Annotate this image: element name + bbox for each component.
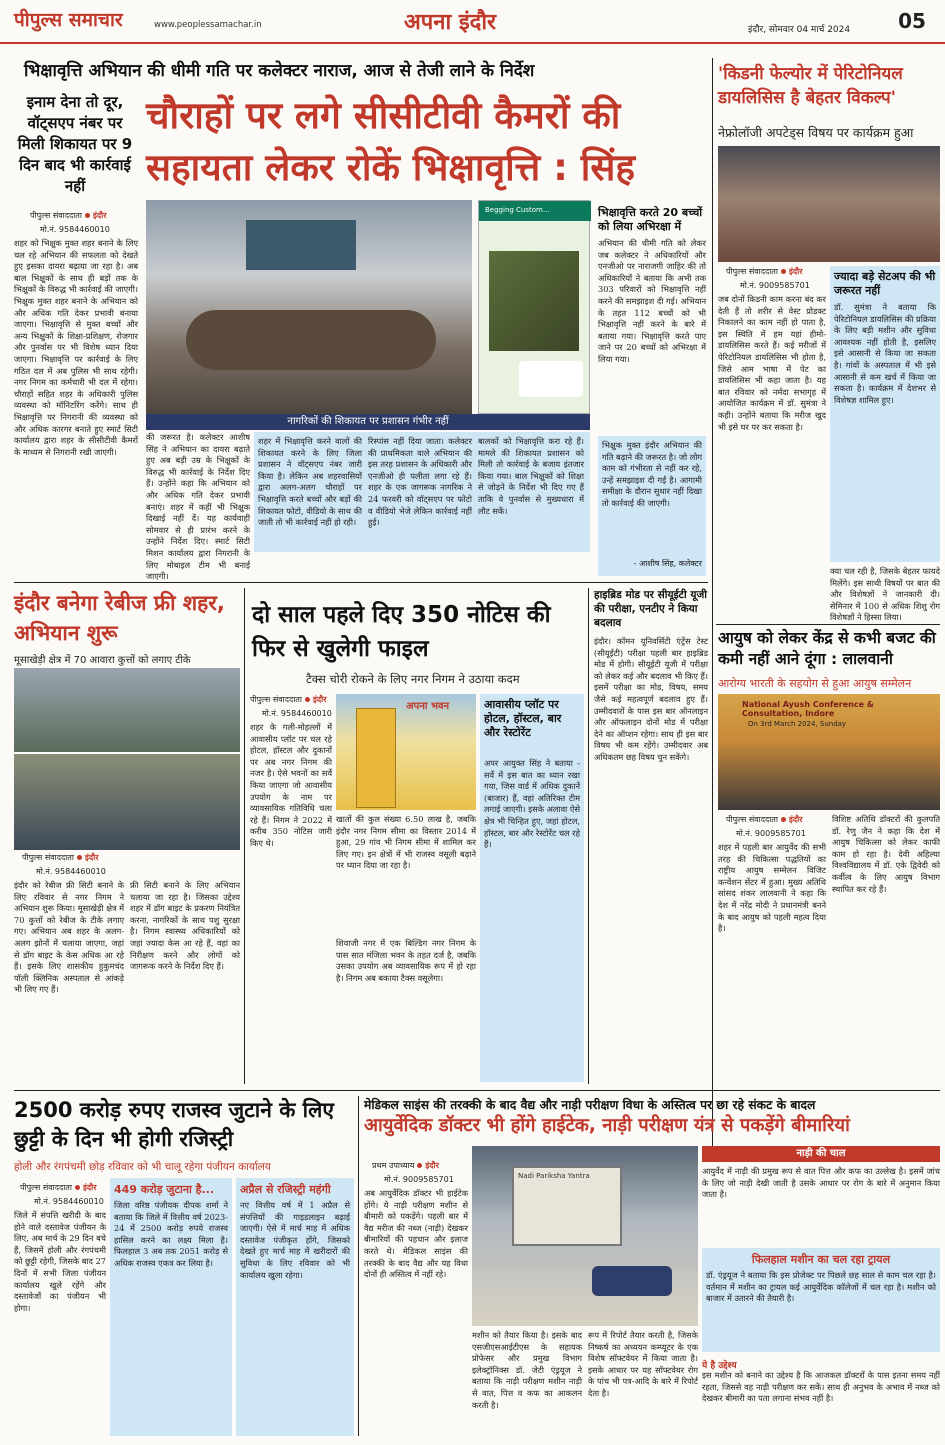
- byline-name: पीपुल्स संवाददाता: [30, 211, 82, 220]
- rule-mid-bottom: [14, 1090, 940, 1091]
- masthead: [0, 0, 945, 44]
- ayurveda-mobile: मो.नं. 9009585701: [384, 1175, 454, 1184]
- rabies-byline: [22, 852, 98, 863]
- rabies-mobile: मो.नं. 9584460010: [36, 867, 106, 876]
- notices-mobile: मो.नं. 9584460010: [262, 709, 332, 718]
- kidney-photo: [718, 146, 940, 262]
- lead-byline: [30, 210, 140, 221]
- phone-screenshot: [478, 200, 590, 414]
- ayush-banner-text: National Ayush Conference & Consultation, Indore: [742, 700, 874, 718]
- lead-quote-text: भिक्षुक मुक्त इंदौर अभियान की गति बढ़ाने की जरूरत है। जो लोग काम को गंभीरता से नहीं कर रहे, उन्हें समझाइश दी गई है। आगामी समीक्षा के दौरान सुधार नहीं दिखा तो कार्रवाई की जाएगी।: [602, 440, 702, 508]
- notices-headline: दो साल पहले दिए 350 नोटिस की फिर से खुलेगी फाइल: [252, 602, 551, 662]
- ayush-text2: विशिष्ट अतिथि डॉक्टरों की कुलपति डॉ. रेणु जैन ने कहा कि देश में आयुष चिकित्सा को लेकर काफी काम हो रहा है। देवी अहिल्या विश्वविद्यालय में डॉ. एके द्विवेदी को कर्वीत्व के लिए आयुष विभाग स्थापित कर रहे हैं।: [832, 814, 940, 894]
- byline-name: पीपुल्स संवाददाता: [20, 1183, 72, 1192]
- notices-box-head: आवासीय प्लॉट पर होटल, हॉस्टल, बार और रेस्टोरेंट: [484, 698, 562, 739]
- rule-lead-bottom: [14, 582, 708, 583]
- byline-city: इंदौर: [82, 1183, 97, 1192]
- rule-registry: [358, 1096, 359, 1436]
- byline-city: इंदौर: [788, 815, 803, 824]
- lead-meeting-photo: [146, 200, 472, 414]
- ayurveda-purpose-head: ये है उद्देश्य: [702, 1361, 737, 1371]
- notices-subhead: टैक्स चोरी रोकने के लिए नगर निगम ने उठाया कदम: [306, 672, 520, 686]
- registry-headline: 2500 करोड़ रुपए राजस्व जुटाने के लिए छुट्टी के दिन भी होगी रजिस्ट्री: [14, 1098, 334, 1151]
- registry-box2: [236, 1178, 354, 1436]
- notices-text: शहर के गली-मोहल्लों में आवासीय प्लॉट पर चल रहे होटल, हॉस्टल और दुकानों पर अब नगर निगम की नजर है। ऐसे भवनों का सर्वे किया जाएगा जो आवासीय उपयोग के नाम पर व्यावसायिक गतिविधि चला रहे हैं। निगम ने 2022 में करीब 350 नोटिस जारी किए थे।: [250, 722, 332, 848]
- meeting-screen: [246, 220, 356, 270]
- ayurveda-box-text: डॉ. एंड्रयूज ने बताया कि इस प्रोजेक्ट पर पिछले छह साल से काम चल रहा है। वर्तमान में मशीन का ट्रायल कई आयुर्वेदिक कॉलेजों में चल रहा है। मशीन को बाजार में उतारने की तैयारी है।: [706, 1270, 936, 1304]
- registry-mobile: मो.नं. 9584460010: [34, 1197, 104, 1206]
- ayush-byline: [726, 814, 802, 825]
- registry-subhead: होली और रंगपंचमी छोड़ रविवार को भी चालू रहेगा पंजीयन कार्यालय: [14, 1161, 271, 1173]
- lead-quote: [598, 436, 706, 576]
- notices-box-text: अपर आयुक्त सिंह ने बताया - सर्वे में इस बात का ध्यान रखा गया, जिस वार्ड में अधिक दुकानें (बाजार) हैं, वहां अतिरिक्त टीम लगाई जाएगी। इसके अलावा ऐसे क्षेत्र भी चिन्हित हुए, जहां होटल, हॉस्टल, बार और रेस्टोरेंट चल रहे हैं।: [484, 758, 580, 850]
- byline-name: पीपुल्स संवाददाता: [726, 815, 778, 824]
- lead-mobile: मो.नं. 9584460010: [40, 225, 110, 234]
- kidney-box-head: ज्यादा बड़े सेटअप की भी जरूरत नहीं: [834, 270, 936, 297]
- lead-kicker: भिक्षावृत्ति अभियान की धीमी गति पर कलेक्टर नाराज, आज से तेजी लाने के निर्देश: [24, 61, 535, 81]
- kidney-box: [830, 266, 940, 562]
- notices-photo: [336, 694, 476, 810]
- lead-inset: [254, 432, 590, 552]
- byline-name: पीपुल्स संवाददाता: [726, 267, 778, 276]
- cuet-headline: हाइब्रिड मोड पर सीयूईटी यूजी की परीक्षा, एनटीए ने किया बदलाव: [594, 589, 707, 629]
- lead-col3: शहर में भिक्षावृत्ति करने वालों की शिकायत करने के लिए जिला प्रशासन ने वॉट्सएप नंबर जारी किया है। लेकिन अब शहरवासियों द्वारा अलग-अलग चौराहों पर भिक्षावृत्ति करते बच्चों और बड़ों की शिकायत फोटो, वीडियो के साथ की जाती तो भी कार्रवाई नहीं हो रही।: [258, 436, 362, 528]
- ayurveda-headline: आयुर्वेदिक डॉक्टर भी होंगे हाईटेक, नाड़ी परीक्षण यंत्र से पकड़ेंगे बीमारियां: [364, 1115, 850, 1136]
- registry-box2-head: अप्रैल से रजिस्ट्री महंगी: [240, 1183, 331, 1196]
- ayurveda-tag: नाड़ी की चाल: [702, 1146, 940, 1162]
- registry-byline: [20, 1182, 96, 1193]
- rabies-photo-bottom: [14, 754, 240, 850]
- registry-box1: [110, 1178, 232, 1436]
- masthead-logo: पीपुल्स समाचार: [14, 9, 123, 31]
- rabies-headline: इंदौर बनेगा रेबीज फ्री शहर, अभियान शुरू: [14, 591, 225, 645]
- byline-city: इंदौर: [84, 853, 99, 862]
- lead-side-head: इनाम देना तो दूर, वॉट्सएप नंबर पर मिली शिकायत पर 9 दिन बाद भी कार्रवाई नहीं: [17, 93, 133, 195]
- rule-ayush-top: [716, 624, 940, 625]
- ayush-headline: आयुष को लेकर केंद्र से कभी बजट की कमी नहीं आने दूंगा : लालवानी: [718, 629, 936, 668]
- lead-col4: रिस्पांस नहीं दिया जाता। कलेक्टर की प्राथमिकता वाले अभियान की इस तरह प्रशासन के अधिकारी और एनजीओ ही पलीता लगा रहे हैं। शहर के एक जागरूक नागरिक ने 24 फरवरी को वॉट्सएप पर फोटो व वीडियो भेजे लेकिन कार्रवाई नहीं हुई।: [368, 436, 472, 528]
- notices-byline: [250, 694, 326, 705]
- ayurveda-box-head: फिलहाल मशीन का चल रहा ट्रायल: [751, 1253, 891, 1266]
- kidney-text: जब दोनों किडनी काम करना बंद कर देती हैं तो शरीर से वेस्ट प्रोडक्ट निकालने का काम नहीं हो पाता है, इस स्थिति में हम यहां हीमो-डायलिसिस करते हैं। कई मरीजों में पेरिटोनियल डायलिसिस भी होता है, जिसे आम भाषा में पेट का डायलिसिस भी कहा जाता है। यह बात रविवार को नर्मदा सभागृह में आयोजित कार्यक्रम में डॉ. सुमंत्रा ने कही। उन्होंने बताया कि मरीज खुद भी इसे घर पर कर सकता है।: [718, 294, 826, 432]
- rule-notices: [588, 588, 589, 1084]
- wrist-cuff: [592, 1266, 672, 1296]
- byline-name: प्रथम उपाध्याय: [372, 1161, 415, 1170]
- lead-col2: की जरूरत है। कलेक्टर आशीष सिंह ने अभियान का दायरा बढ़ाते हुए अब बड़ी उम्र के भिक्षुकों के विरुद्ध भी कार्रवाई के निर्देश दिए हैं। उन्होंने कहा कि अभियान को और अधिक गति देकर प्रभावी बनाएं। शहर में कहीं भी भिक्षुक दिखाई नहीं दें। यह कार्यवाही सोमवार से ही प्रारंभ करने के उन्होंने निर्देश दिए। स्मार्ट सिटी मिशन कार्यालय द्वारा निगरानी के लिए मोबाइल टीम भी बनाई जाएगी।: [146, 432, 250, 582]
- ayush-subhead: आरोग्य भारती के सहयोग से हुआ आयुष सम्मेलन: [718, 677, 912, 690]
- lead-headline: चौराहों पर लगे सीसीटीवी कैमरों की सहायता लेकर रोकें भिक्षावृत्ति : सिंह: [146, 94, 636, 189]
- notices-text2: खातों की कुल संख्या 6.50 लाख है, जबकि इंदौर नगर निगम सीमा का विस्तार 2014 में हुआ, 29 गांव भी निगम सीमा में शामिल कर लिए गए। इन क्षेत्रों में भी राजस्व वसूली बढ़ाने पर ध्यान दिया जा रहा है।: [336, 814, 476, 871]
- ayush-banner-date: On 3rd March 2024, Sunday: [748, 720, 847, 728]
- kidney-mobile: मो.नं. 9009585701: [740, 281, 810, 290]
- chat-header: Begging Custom...: [479, 201, 591, 221]
- ayurveda-purpose: [702, 1358, 940, 1436]
- ayurveda-text: अब आयुर्वेदिक डॉक्टर भी हाईटेक होंगे। ये नाड़ी परीक्षण मशीन से बीमारी को पकड़ेंगे। पहली बार में वैद्य मरीज की नब्ज (नाड़ी) देखकर बीमारियों की पहचान और इलाज करते थे। मेडिकल साइंस की तरक्की के बाद वैद्य और यह विधा दोनों ही अस्तित्व में नहीं रहे।: [364, 1188, 468, 1280]
- ayurveda-photo: [472, 1146, 698, 1326]
- building-sign: अपना भवन: [406, 701, 450, 712]
- ayurveda-box: [702, 1248, 940, 1352]
- ayurveda-col-right: आयुर्वेद में नाड़ी की प्रमुख रूप से वात पित्त और कफ का उल्लेख है। इसमें जांच के लिए जो नाड़ी देखी जाती है उसके आधार पर रोग के बारे में अनुमान किया जाता है।: [702, 1166, 940, 1200]
- ayurveda-byline: [372, 1160, 439, 1171]
- byline-name: पीपुल्स संवाददाता: [250, 695, 302, 704]
- masthead-url: www.peoplessamachar.in: [154, 20, 262, 30]
- rabies-photo-top: [14, 668, 240, 752]
- kidney-tail: क्या चल रही है, जिसके बेहतर फायदे मिलेंगे। इस साथी विषयों पर बात की और विशेषज्ञों ने जानकारी दी। सेमिनार में 100 से अधिक शिशु रोग विशेषज्ञों ने हिस्सा लिया।: [830, 566, 940, 623]
- dateline: इंदौर, सोमवार 04 मार्च 2024: [748, 25, 851, 35]
- byline-city: इंदौर: [92, 211, 107, 220]
- ayurveda-text3: रूप में रिपोर्ट तैयार करती है, जिसके निष्कर्ष का अध्ययन कम्प्यूटर के एक विशेष सॉफ्टवेयर में किया जाता है। इसके आधार पर यह सॉफ्टवेयर रोग के पांच भी पत्र-आदि के बारे में रिपोर्ट देता है।: [588, 1330, 698, 1398]
- page-number: 05: [898, 9, 926, 33]
- byline-city: इंदौर: [312, 695, 327, 704]
- rabies-subhead: मूसाखेड़ी क्षेत्र में 70 आवारा कुत्तों को लगाए टीके: [14, 655, 191, 666]
- building-tower: [356, 708, 396, 808]
- ayurveda-purpose-text: इस मशीन को बनाने का उद्देश्य है कि आजकल डॉक्टरों के पास इतना समय नहीं रहता, जिससे वह नाड़ी परीक्षण कर सकें। साथ ही अनुभव के अभाव में नब्ज को देखकर बीमारी का पता लगाना संभव नहीं है।: [702, 1370, 940, 1404]
- ayurveda-kicker: मेडिकल साइंस की तरक्की के बाद वैद्य और नाड़ी परीक्षण विधा के अस्तित्व पर छा रहे संकट के बादल: [364, 1098, 816, 1112]
- registry-box1-text: जिला वरिष्ठ पंजीयक दीपक शर्मा ने बताया कि जिले में वित्तीय वर्ष 2023-24 में 2500 करोड़ रुपये राजस्व हासिल करने का लक्ष्य मिला है। फिलहाल 3 अब तक 2051 करोड़ से अधिक राजस्व एकत्र कर लिया है।: [114, 1200, 228, 1268]
- kidney-headline: 'किडनी फेल्योर में पेरिटोनियल डायलिसिस है बेहतर विकल्प': [718, 64, 903, 108]
- chat-bubble: [519, 361, 583, 397]
- registry-box2-text: नए वित्तीय वर्ष में 1 अप्रैल से संपत्तियों की गाइडलाइन बढ़ाई जाएगी। ऐसे में मार्च माह में अधिक दस्तावेज पंजीकृत होंगे, जिसको देखते हुए मार्च माह में खरीदारों की सुविधा के लिए रविवार को भी कार्यालय खुला रहेगा।: [240, 1200, 350, 1280]
- registry-box1-head: 449 करोड़ जुटाना है...: [114, 1183, 215, 1196]
- notices-box: [480, 694, 584, 1082]
- chat-image: [489, 251, 579, 351]
- kidney-byline: [726, 266, 802, 277]
- ayush-text: शहर में पहली बार आयुर्वेद की सभी तरह की चिकित्सा पद्धतियों का राष्ट्रीय आयुष सम्मेलन विजिट कन्वेंशन सेंटर में हुआ। मुख्य अतिथि सांसद शंकर लालवानी ने कहा कि देश में नरेंद्र मोदी ने प्रधानमंत्री बनने के बाद आयुष को पहली महत्व दिया है।: [718, 842, 826, 934]
- ayush-photo: [718, 694, 940, 810]
- lead-col1: शहर को भिक्षुक मुक्त शहर बनाने के लिए चल रहे अभियान की सफलता को देखते हुए इसका दायरा बढ़ाया जा रहा है। अब बाल भिक्षुकों के साथ ही बड़ों तक के भिक्षुकों के विरुद्ध भी कार्रवाई की जाएगी। भिक्षुक मुक्त शहर बनाने के अभियान को और अधिक गति देकर प्रभावी बनाया जाएगा। भिक्षावृत्ति से मुक्त बच्चों और अन्य भिक्षुकों के शिक्षा-प्रशिक्षण, रोजगार और पुनर्वास पर भी विशेष ध्यान दिया जाएगा। भिक्षावृत्ति पर कार्रवाई के लिए गठित दल में अब पुलिस भी साथ रहेगी। नगर निगम का कर्मचारी भी दल में रहेगा। चौराहों सहित शहर के अधिकारी पुलिस व्यवस्था को मॉनिटरिंग करेंगे। साथ ही भिक्षावृत्ति पर निगरानी की व्यवस्था को और अधिक कारगर बनाते हुए स्मार्ट सिटी कार्यालय द्वारा शहर के सीसीटीवी कैमरों के माध्यम से निगरानी रखी जाएगी।: [14, 238, 138, 457]
- rabies-text2: फ्री सिटी बनाने के लिए अभियान चलाया जा रहा है। जिसका उद्देश्य शहर में डॉग बाइट के प्रकरण नियंत्रित करना, नागरिकों के साथ पशु सुरक्षा है। निगम स्वास्थ्य अधिकारियों को जहां ज्यादा केस आ रहे हैं, वहां का निरीक्षण करने और लोगों को जागरूक करने के निर्देश दिए हैं।: [130, 880, 240, 972]
- meeting-table: [186, 310, 436, 370]
- byline-city: इंदौर: [788, 267, 803, 276]
- byline-name: पीपुल्स संवाददाता: [22, 853, 74, 862]
- lead-box-head: भिक्षावृत्ति करते 20 बच्चों को लिया अभिरक्षा में: [598, 206, 703, 233]
- nadi-machine-label: Nadi Pariksha Yantra: [518, 1172, 590, 1180]
- rule-right-col: [712, 58, 713, 1158]
- registry-text: जिले में संपत्ति खरीदी के बाद होने वाले दस्तावेज पंजीयन के लिए, अब मार्च के 29 दिन बचे हैं, जिसमें होली और रंगपंचमी को छुट्टी रहेगी, जिसके बाद 27 दिनों में सभी जिला पंजीयन कार्यालय खुले रहेंगे और दस्तावेजों का पंजीयन भी होगा।: [14, 1210, 106, 1313]
- lead-photo-caption: नागरिकों की शिकायत पर प्रशासन गंभीर नहीं: [146, 414, 590, 430]
- byline-city: इंदौर: [425, 1161, 439, 1170]
- lead-quote-sign: - आशीष सिंह, कलेक्टर: [633, 559, 702, 568]
- ayush-mobile: मो.नं. 9009585701: [736, 829, 806, 838]
- cuet-text: इंदौर। कॉमन यूनिवर्सिटी एंट्रेंस टेस्ट (सीयूईटी) परीक्षा पहली बार हाइब्रिड मोड में होगी। सीयूईटी यूजी में परीक्षा को लेकर कई और बदलाव भी किए हैं। इसमें परीक्षा का मोड, विषय, समय जैसे कई महत्वपूर्ण बदलाव हुए हैं। उम्मीदवारों के पास इस बार ऑनलाइन और ऑफलाइन दोनों मोड में परीक्षा देने का ऑप्शन रहेगा। साथ ही इस बार विषय भी कम रहेंगे। उम्मीदवार अब अधिकतम छह विषय चुन सकेंगे।: [594, 636, 708, 762]
- ayurveda-text2: मशीन को तैयार किया है। इसके बाद एसजीएसआईटीएस के सहायक प्रोफेसर और प्रमुख विभाग इलेक्ट्रॉनिक्स डॉ. जेटी एंड्रयूज ने बताया कि नाड़ी परीक्षण मशीन नाड़ी से वात, पित्त व कफ का आकलन करती है।: [472, 1330, 582, 1410]
- rabies-text: इंदौर को रेबीज फ्री सिटी बनाने के लिए रविवार से नगर निगम ने अभियान शुरू किया। मूसाखेड़ी क्षेत्र में 70 कुत्तों को रेबीज के टीके लगाए गए। अभियान अब शहर के अलग-अलग झोनों में चलाया जाएगा, जहां से डॉग बाइट के केस अधिक आ रहे हैं। इसके लिए शासकीय हुकुमचंद पॉली क्लिनिक अस्पताल से आंकड़े भी लिए गए हैं।: [14, 880, 124, 995]
- rule-rabies: [244, 588, 245, 1084]
- kidney-box-text: डॉ. सुमंत्रा ने बताया कि पेरिटोनियल डायलिसिस की प्रक्रिया के लिए बड़ी मशीन और सुविधा आवश्यक नहीं होती है, इसलिए इसे आसानी से किया जा सकता है। गांवों के अस्पताल में भी इसे आसानी से कम खर्च में किया जा सकता है। कार्यक्रम में देशभर से विशेषज्ञ शामिल हुए।: [834, 302, 936, 405]
- section-title: अपना इंदौर: [404, 10, 497, 35]
- kidney-subhead: नेफ्रोलॉजी अपटेड्स विषय पर कार्यक्रम हुआ: [718, 125, 914, 140]
- lead-col5: बालकों को भिक्षावृत्ति करा रहे हैं। मामले की शिकायत प्रशासन को मिली तो कार्रवाई के बजाय इंतजार किया गया। बाल भिक्षुकों को शिक्षा से जोड़ने के निर्देश भी दिए गए हैं ताकि वे पुनर्वास से मुख्यधारा में लौट सकें।: [478, 436, 584, 516]
- notices-text3: शिवाजी नगर में एक बिल्डिंग नगर निगम के पास सात मंजिला भवन के तहत दर्ज है, जबकि उसका उपयोग अब व्यावसायिक रूप में हो रहा है। निगम अब बकाया टैक्स वसूलेगा।: [336, 938, 476, 983]
- lead-box-text: अभियान की धीमी गति को लेकर जब कलेक्टर ने अधिकारियों और एनजीओ पर नाराजगी जाहिर की तो अधिकारियों ने बताया कि अभी तक 303 परिवारों को भिक्षावृत्ति नहीं करने की समझाइश दी गई। अभियान के तहत 112 बच्चों को भी भिक्षावृत्ति नहीं करने के बारे में बताया गया। भिक्षावृत्ति करते पाए जाने पर 20 बच्चों को अभिरक्षा में लिया गया।: [598, 238, 706, 364]
